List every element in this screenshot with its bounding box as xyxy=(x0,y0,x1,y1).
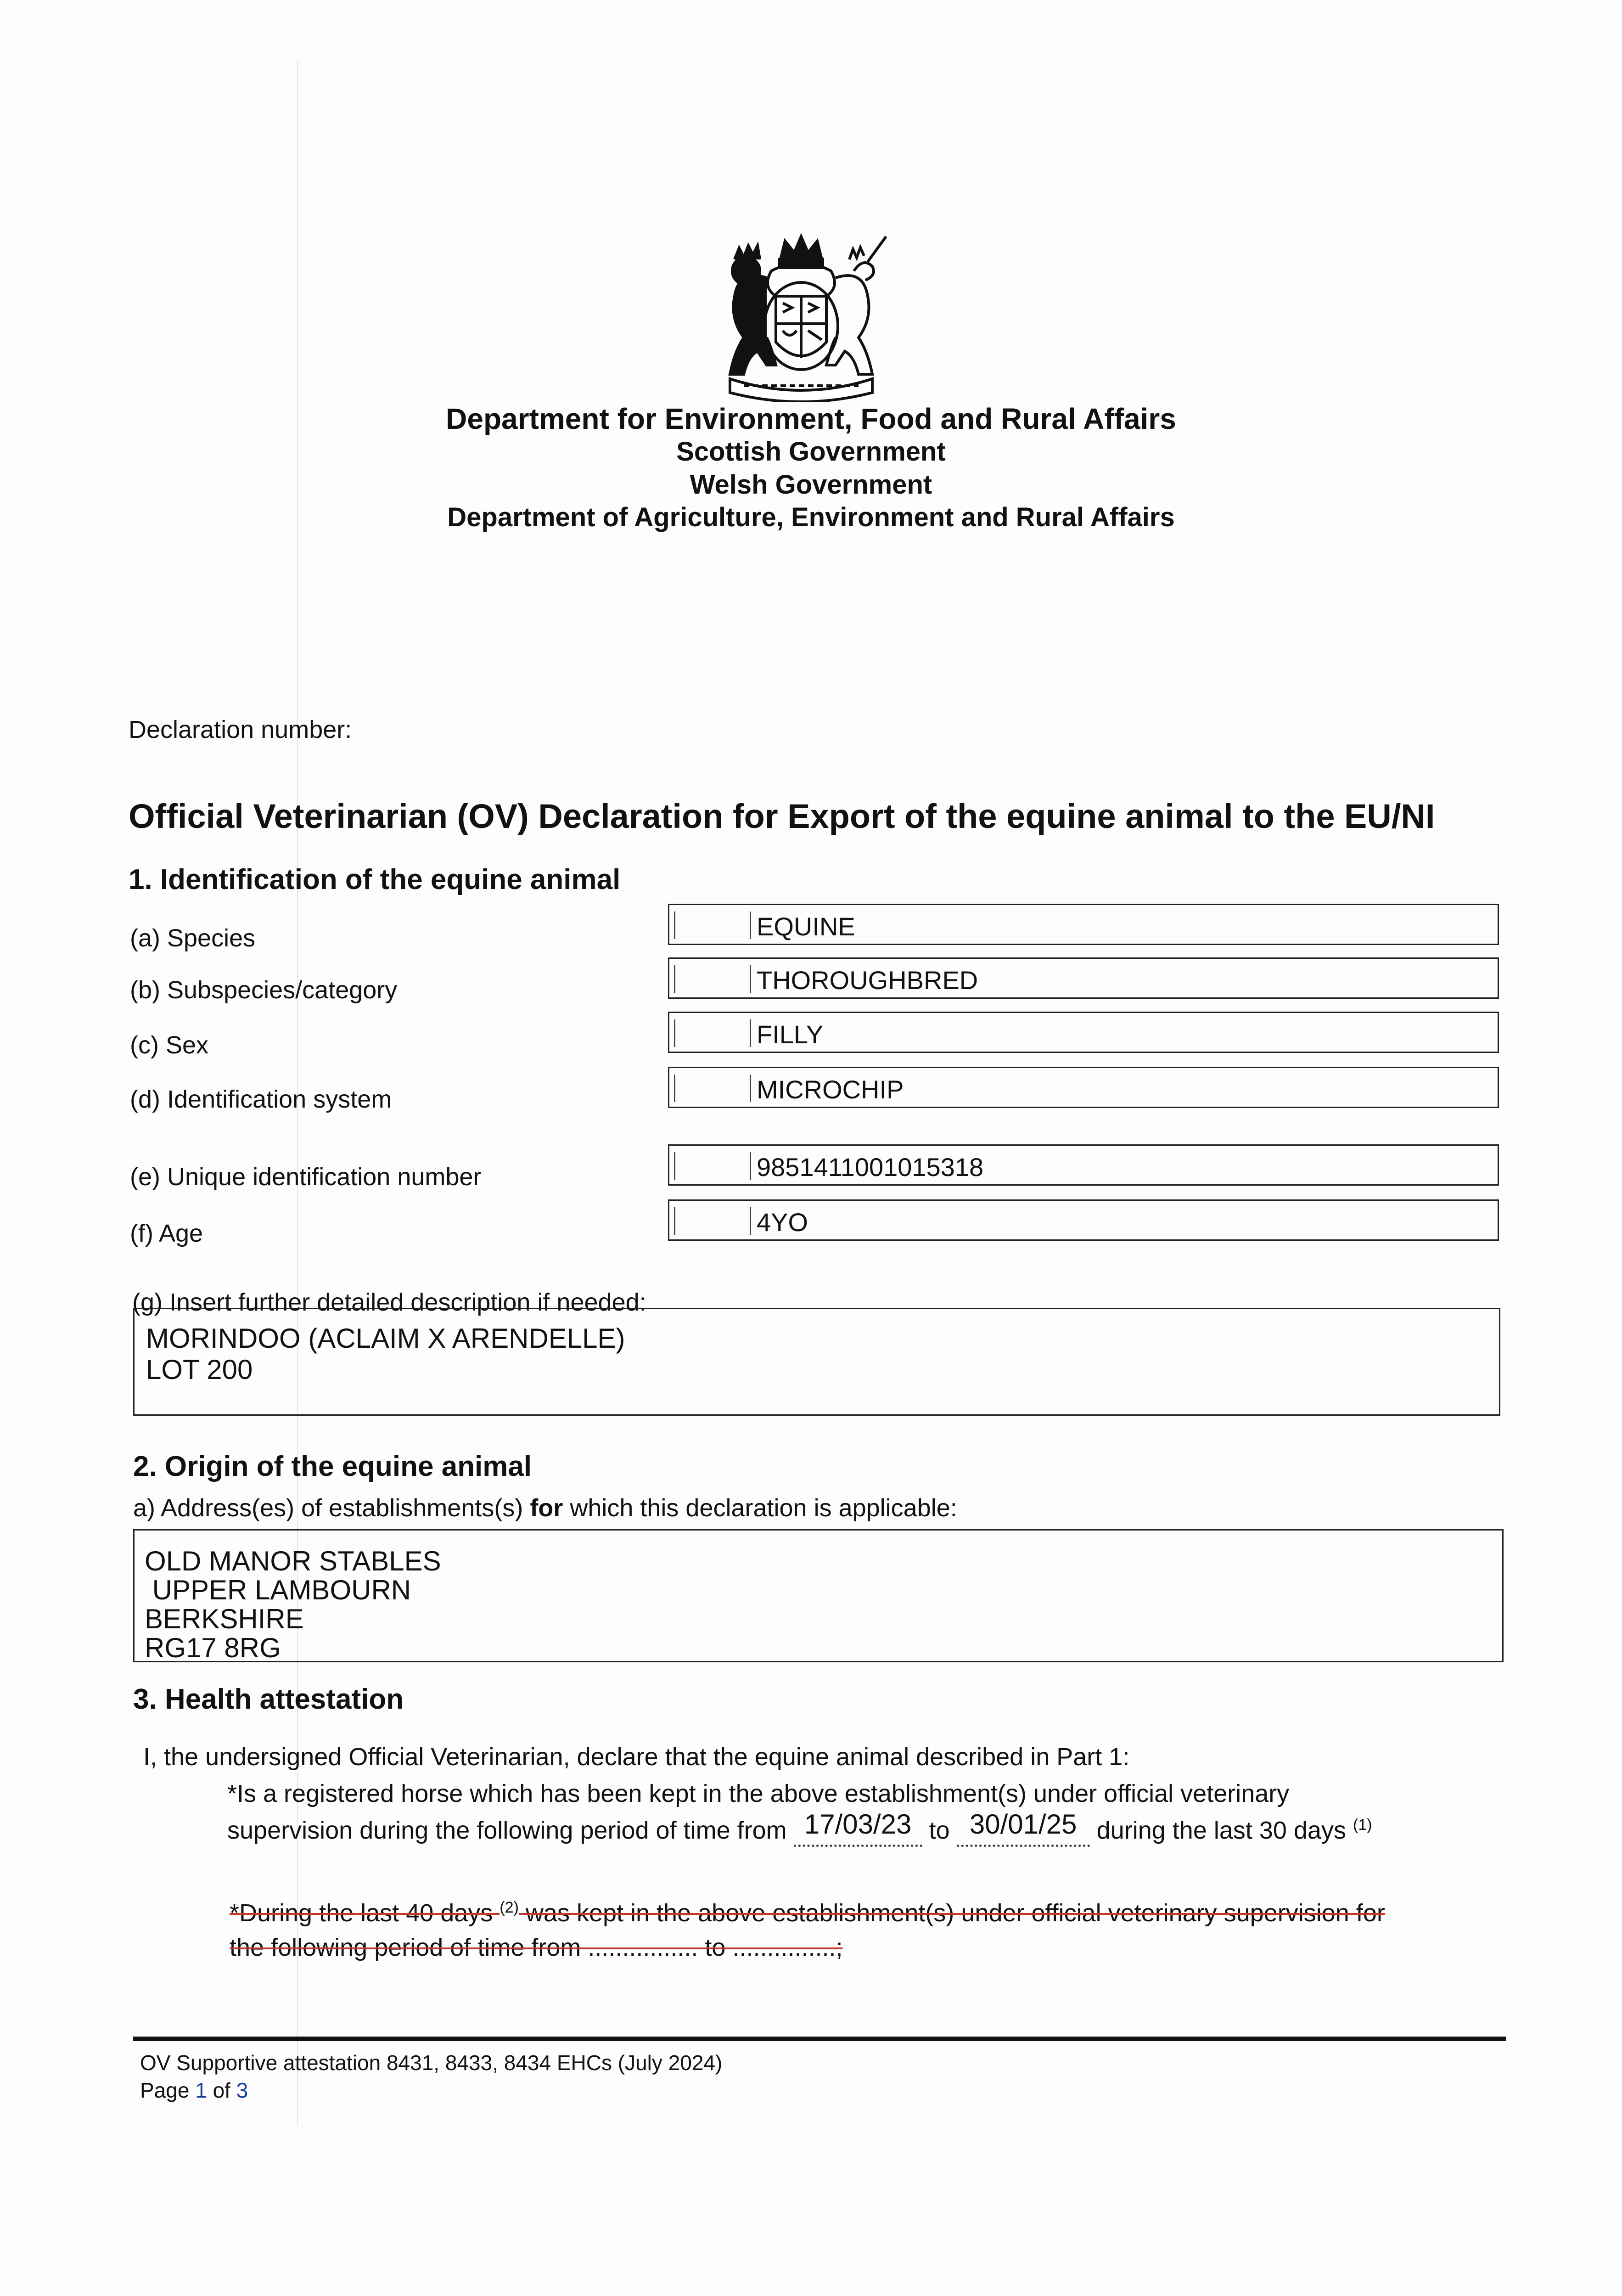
section1-heading: 1. Identification of the equine animal xyxy=(129,864,621,895)
section2-heading: 2. Origin of the equine animal xyxy=(133,1451,532,1482)
species-value: EQUINE xyxy=(757,912,855,941)
header-daera: Department of Agriculture, Environment and Rural Affairs xyxy=(447,502,1175,532)
age-label: (f) Age xyxy=(130,1220,203,1247)
address-line-4: RG17 8RG xyxy=(145,1632,281,1663)
identification-system-value: MICROCHIP xyxy=(757,1075,904,1104)
address-label: a) Address(es) of establishments(s) for which this declaration is applicable: xyxy=(133,1494,957,1522)
sex-label: (c) Sex xyxy=(130,1031,209,1059)
description-line-1: MORINDOO (ACLAIM X ARENDELLE) xyxy=(146,1323,625,1354)
description-box[interactable] xyxy=(133,1308,1500,1416)
identification-system-label: (d) Identification system xyxy=(130,1086,392,1113)
unique-id-value: 9851411001015318 xyxy=(757,1153,984,1182)
health-intro: I, the undersigned Official Veterinarian, declare that the equine animal described in Part 1: xyxy=(143,1743,1130,1771)
attestation-line-1: *Is a registered horse which has been kept in the above establishment(s) under official veterinary xyxy=(227,1780,1290,1807)
date-to-value: 30/01/25 xyxy=(969,1809,1077,1840)
subspecies-label: (b) Subspecies/category xyxy=(130,976,398,1004)
footer-page-number: Page 1 of 3 xyxy=(140,2078,248,2102)
unique-id-label: (e) Unique identification number xyxy=(130,1163,482,1191)
address-box[interactable] xyxy=(133,1529,1504,1662)
address-line-2: UPPER LAMBOURN xyxy=(145,1575,411,1605)
date-from-value: 17/03/23 xyxy=(804,1809,912,1840)
address-line-3: BERKSHIRE xyxy=(145,1604,304,1634)
struck-line-1: *During the last 40 days $^{(2)}$ was kept in the above establishment(s) under official veterinary supervision for xyxy=(230,1899,1385,1927)
subspecies-value: THOROUGHBRED xyxy=(757,966,978,995)
unique-id-field[interactable] xyxy=(668,1144,1499,1186)
date-from-field[interactable] xyxy=(794,1809,922,1847)
address-line-1: OLD MANOR STABLES xyxy=(145,1546,441,1576)
header-defra: Department for Environment, Food and Rural Affairs xyxy=(446,402,1176,435)
document-title: Official Veterinarian (OV) Declaration for Export of the equine animal to the EU/NI xyxy=(129,797,1435,835)
header-scottish-government: Scottish Government xyxy=(676,437,946,467)
footer-rule xyxy=(133,2037,1506,2041)
sex-value: FILLY xyxy=(757,1020,824,1049)
header-welsh-government: Welsh Government xyxy=(690,470,932,500)
description-label: (g) Insert further detailed description if needed: xyxy=(132,1289,646,1316)
age-field[interactable] xyxy=(668,1199,1499,1241)
footer-attestation-ref: OV Supportive attestation 8431, 8433, 8434 EHCs (July 2024) xyxy=(140,2051,723,2075)
identification-system-field[interactable] xyxy=(668,1067,1499,1108)
section3-heading: 3. Health attestation xyxy=(133,1683,404,1715)
species-label: (a) Species xyxy=(130,924,256,952)
species-field[interactable] xyxy=(668,904,1499,945)
declaration-number-label: Declaration number: xyxy=(129,716,352,743)
description-line-2: LOT 200 xyxy=(146,1354,253,1385)
sex-field[interactable] xyxy=(668,1012,1499,1053)
struck-line-2: the following period of time from ................ to ...............; xyxy=(230,1934,843,1961)
royal-coat-of-arms-icon xyxy=(702,227,900,402)
subspecies-field[interactable] xyxy=(668,957,1499,999)
date-to-field[interactable] xyxy=(957,1809,1090,1847)
age-value: 4YO xyxy=(757,1208,808,1237)
attestation-line-2: supervision during the following period of time from 17/03/23 to 30/01/25 during the last 30 days $^{(1)}$ xyxy=(227,1816,1372,1847)
